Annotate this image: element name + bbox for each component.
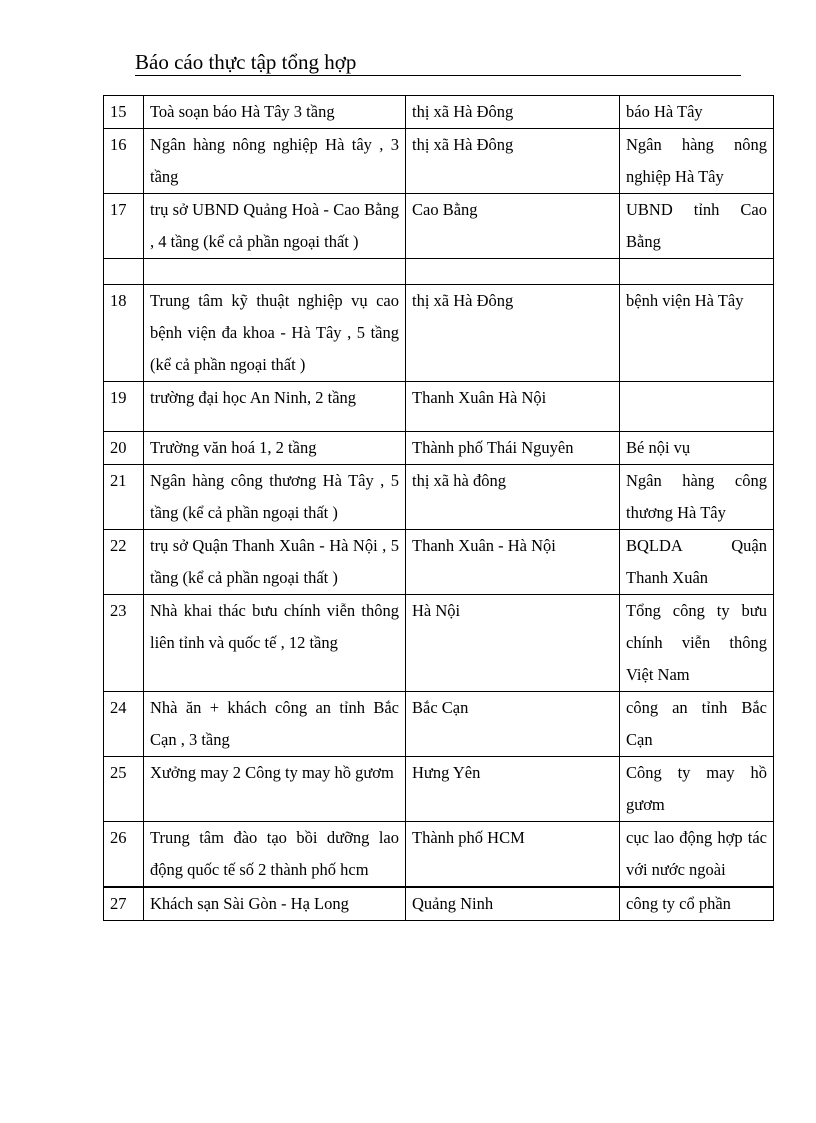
table-row xyxy=(104,822,774,888)
project-name xyxy=(144,259,406,285)
project-owner: báo Hà Tây xyxy=(620,96,774,129)
table-row xyxy=(104,692,774,757)
project-location: Cao Bằng xyxy=(406,194,620,259)
table-row xyxy=(104,129,774,194)
table-row xyxy=(104,382,774,432)
row-number: 18 xyxy=(104,285,144,382)
table-row xyxy=(104,465,774,530)
row-number: 24 xyxy=(104,692,144,757)
table-row-empty xyxy=(104,259,774,285)
project-owner: Ngân hàng nông nghiệp Hà Tây xyxy=(620,129,774,194)
project-location: thị xã Hà Đông xyxy=(406,129,620,194)
row-number: 22 xyxy=(104,530,144,595)
project-owner: BQLDA Quận Thanh Xuân xyxy=(620,530,774,595)
project-owner xyxy=(620,382,774,432)
row-number: 26 xyxy=(104,822,144,888)
table-row xyxy=(104,757,774,822)
project-name: Ngân hàng nông nghiệp Hà tây , 3 tầng xyxy=(144,129,406,194)
row-number: 15 xyxy=(104,96,144,129)
project-name: Nhà ăn + khách công an tỉnh Bắc Cạn , 3 tầng xyxy=(144,692,406,757)
project-owner: công ty cổ phần xyxy=(620,887,774,921)
project-name: Ngân hàng công thương Hà Tây , 5 tầng (kể cả phần ngoại thất ) xyxy=(144,465,406,530)
project-table xyxy=(103,95,774,921)
project-owner: Ngân hàng công thương Hà Tây xyxy=(620,465,774,530)
project-name: Trung tâm kỹ thuật nghiệp vụ cao bệnh viện đa khoa - Hà Tây , 5 tầng (kể cả phần ngoại thất ) xyxy=(144,285,406,382)
row-number: 21 xyxy=(104,465,144,530)
project-owner: UBND tỉnh Cao Bằng xyxy=(620,194,774,259)
project-name: Toà soạn báo Hà Tây 3 tầng xyxy=(144,96,406,129)
page-header-title: Báo cáo thực tập tổng hợp xyxy=(135,50,357,74)
project-owner: Công ty may hồ gươm xyxy=(620,757,774,822)
project-name: Trường văn hoá 1, 2 tầng xyxy=(144,432,406,465)
project-location: Quảng Ninh xyxy=(406,887,620,921)
project-location: Bắc Cạn xyxy=(406,692,620,757)
project-name: trụ sở Quận Thanh Xuân - Hà Nội , 5 tầng (kể cả phần ngoại thất ) xyxy=(144,530,406,595)
row-number: 17 xyxy=(104,194,144,259)
project-name: Xưởng may 2 Công ty may hồ gươm xyxy=(144,757,406,822)
row-number: 19 xyxy=(104,382,144,432)
project-location: thị xã Hà Đông xyxy=(406,285,620,382)
project-owner: công an tỉnh Bắc Cạn xyxy=(620,692,774,757)
table-row xyxy=(104,96,774,129)
row-number: 16 xyxy=(104,129,144,194)
project-owner: Tổng công ty bưu chính viễn thông Việt Nam xyxy=(620,595,774,692)
project-location xyxy=(406,259,620,285)
table-row xyxy=(104,194,774,259)
header-divider xyxy=(135,75,741,76)
table-row xyxy=(104,285,774,382)
project-owner xyxy=(620,259,774,285)
project-location: Hưng Yên xyxy=(406,757,620,822)
project-location: thị xã hà đông xyxy=(406,465,620,530)
project-owner: bệnh viện Hà Tây xyxy=(620,285,774,382)
project-location: Thành phố Thái Nguyên xyxy=(406,432,620,465)
project-name: Trung tâm đào tạo bồi dưỡng lao động quốc tế số 2 thành phố hcm xyxy=(144,822,406,888)
project-name: trường đại học An Ninh, 2 tầng xyxy=(144,382,406,432)
row-number: 23 xyxy=(104,595,144,692)
table-row xyxy=(104,432,774,465)
project-owner: Bé nội vụ xyxy=(620,432,774,465)
project-location: Thanh Xuân - Hà Nội xyxy=(406,530,620,595)
row-number xyxy=(104,259,144,285)
project-name: Nhà khai thác bưu chính viễn thông liên tỉnh và quốc tế , 12 tầng xyxy=(144,595,406,692)
project-location: Hà Nội xyxy=(406,595,620,692)
project-location: Thành phố HCM xyxy=(406,822,620,888)
row-number: 27 xyxy=(104,887,144,921)
table-row xyxy=(104,887,774,921)
row-number: 25 xyxy=(104,757,144,822)
table-row xyxy=(104,530,774,595)
project-location: thị xã Hà Đông xyxy=(406,96,620,129)
row-number: 20 xyxy=(104,432,144,465)
project-location: Thanh Xuân Hà Nội xyxy=(406,382,620,432)
project-name: trụ sở UBND Quảng Hoà - Cao Bằng , 4 tầng (kể cả phần ngoại thất ) xyxy=(144,194,406,259)
table-row xyxy=(104,595,774,692)
project-name: Khách sạn Sài Gòn - Hạ Long xyxy=(144,887,406,921)
project-owner: cục lao động hợp tác với nước ngoài xyxy=(620,822,774,888)
